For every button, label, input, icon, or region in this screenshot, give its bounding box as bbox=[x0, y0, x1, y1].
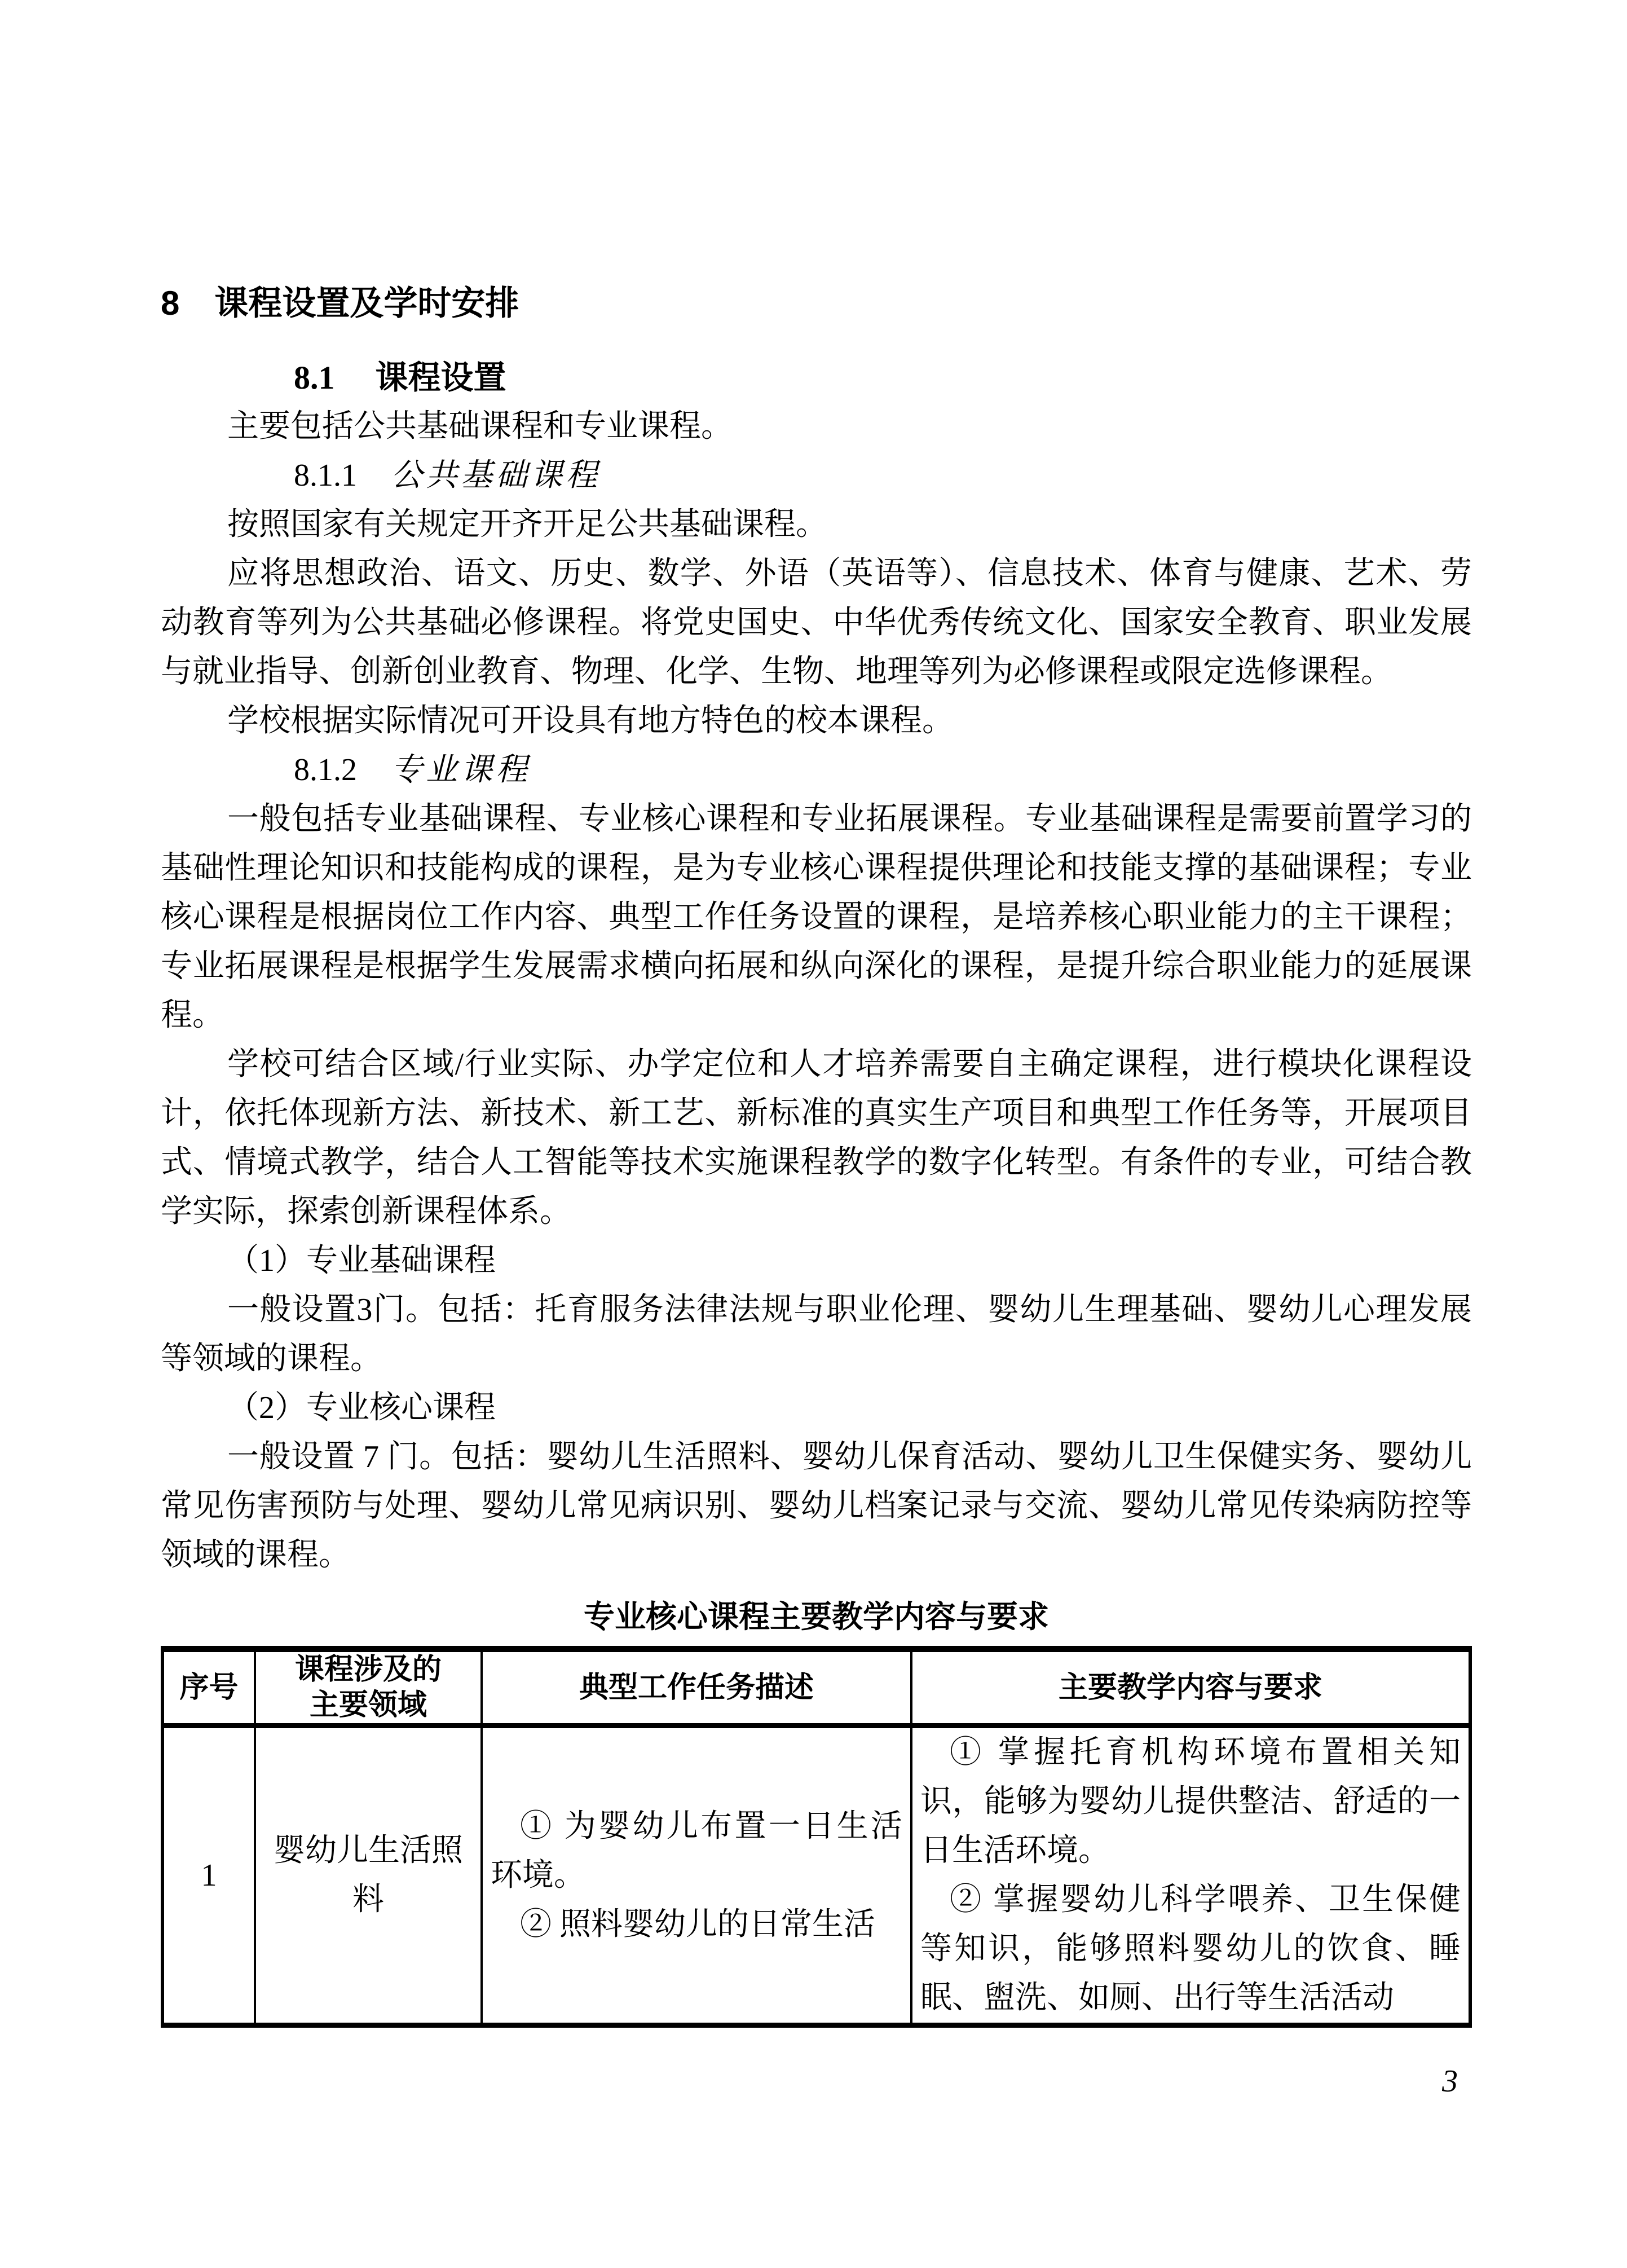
paragraph-public-courses: 应将思想政治、语文、历史、数学、外语（英语等）、信息技术、体育与健康、艺术、劳动教育等列为公共基础必修课程。将党史国史、中华优秀传统文化、国家安全教育、职业发展与就业指导、创新创业教育、物理、化学、生物、地理等列为必修课程或限定选修课程。 bbox=[161, 556, 1472, 689]
paragraph-item1-detail: 一般设置3门。包括：托育服务法律法规与职业伦理、婴幼儿生理基础、婴幼儿心理发展等领域的课程。 bbox=[161, 1292, 1472, 1376]
subsection-heading-8-1 bbox=[161, 353, 1472, 402]
subsection-number: 8.1.1 bbox=[294, 458, 357, 493]
subsection-number: 8.1 bbox=[294, 359, 335, 396]
cell-row-number: 1 bbox=[162, 1726, 255, 2025]
header-cell-requirements: 主要教学内容与要求 bbox=[911, 1649, 1470, 1726]
requirement-item: ① 掌握托育机构环境布置相关知识，能够为婴幼儿提供整洁、舒适的一日生活环境。 bbox=[920, 1735, 1461, 1868]
task-item: ② 照料婴幼儿的日常生活 bbox=[520, 1906, 875, 1942]
table-row bbox=[162, 1726, 1470, 2025]
header-cell-domain bbox=[255, 1649, 482, 1726]
cell-requirements bbox=[911, 1726, 1470, 2025]
subsection-heading-8-1-2 bbox=[161, 746, 1472, 795]
cell-domain: 婴幼儿生活照料 bbox=[255, 1726, 482, 2025]
subsection-title: 课程设置 bbox=[375, 359, 506, 396]
header-domain-line2: 主要领域 bbox=[309, 1689, 427, 1721]
table-header-row bbox=[162, 1649, 1470, 1726]
header-cell-tasks: 典型工作任务描述 bbox=[482, 1649, 911, 1726]
subsection-title: 公共基础课程 bbox=[391, 458, 601, 493]
paragraph-item2-title: （2）专业核心课程 bbox=[227, 1390, 496, 1425]
paragraph-item2-detail: 一般设置 7 门。包括：婴幼儿生活照料、婴幼儿保育活动、婴幼儿卫生保健实务、婴幼儿常见伤害预防与处理、婴幼儿常见病识别、婴幼儿档案记录与交流、婴幼儿常见传染病防控等领域的课程。 bbox=[161, 1439, 1472, 1573]
paragraph-major-courses: 一般包括专业基础课程、专业核心课程和专业拓展课程。专业基础课程是需要前置学习的基础性理论知识和技能构成的课程，是为专业核心课程提供理论和技能支撑的基础课程；专业核心课程是根据岗位工作内容、典型工作任务设置的课程，是培养核心职业能力的主干课程；专业拓展课程是根据学生发展需求横向拓展和纵向深化的课程，是提升综合职业能力的延展课程。 bbox=[161, 801, 1472, 1033]
task-item: ① 为婴幼儿布置一日生活环境。 bbox=[491, 1808, 902, 1893]
section-number: 8 bbox=[161, 284, 180, 322]
cell-tasks bbox=[482, 1726, 911, 2025]
header-domain-line1: 课程涉及的 bbox=[294, 1653, 442, 1686]
page-number: 3 bbox=[1442, 2064, 1458, 2099]
subsection-title: 专业课程 bbox=[391, 752, 531, 787]
paragraph-school-design: 学校可结合区域/行业实际、办学定位和人才培养需要自主确定课程，进行模块化课程设计，依托体现新方法、新技术、新工艺、新标准的真实生产项目和典型工作任务等，开展项目式、情境式教学，结合人工智能等技术实施课程教学的数字化转型。有条件的专业，可结合教学实际，探索创新课程体系。 bbox=[161, 1047, 1472, 1229]
requirement-item: ② 掌握婴幼儿科学喂养、卫生保健等知识，能够照料婴幼儿的饮食、睡眠、盥洗、如厕、出行等生活活动 bbox=[920, 1882, 1461, 2015]
section-title: 课程设置及学时安排 bbox=[214, 284, 519, 322]
core-course-table bbox=[161, 1646, 1472, 2028]
paragraph-item1-title: （1）专业基础课程 bbox=[227, 1243, 496, 1278]
paragraph-overview: 主要包括公共基础课程和专业课程。 bbox=[227, 409, 733, 444]
subsection-number: 8.1.2 bbox=[294, 752, 357, 787]
section-heading-8 bbox=[161, 279, 1472, 328]
paragraph-school-courses: 学校根据实际情况可开设具有地方特色的校本课程。 bbox=[227, 703, 954, 738]
paragraph-basic-rule: 按照国家有关规定开齐开足公共基础课程。 bbox=[227, 507, 827, 542]
document-content bbox=[161, 279, 1472, 2028]
table-caption: 专业核心课程主要教学内容与要求 bbox=[583, 1599, 1049, 1634]
header-cell-no: 序号 bbox=[162, 1649, 255, 1726]
subsection-heading-8-1-1 bbox=[161, 451, 1472, 500]
